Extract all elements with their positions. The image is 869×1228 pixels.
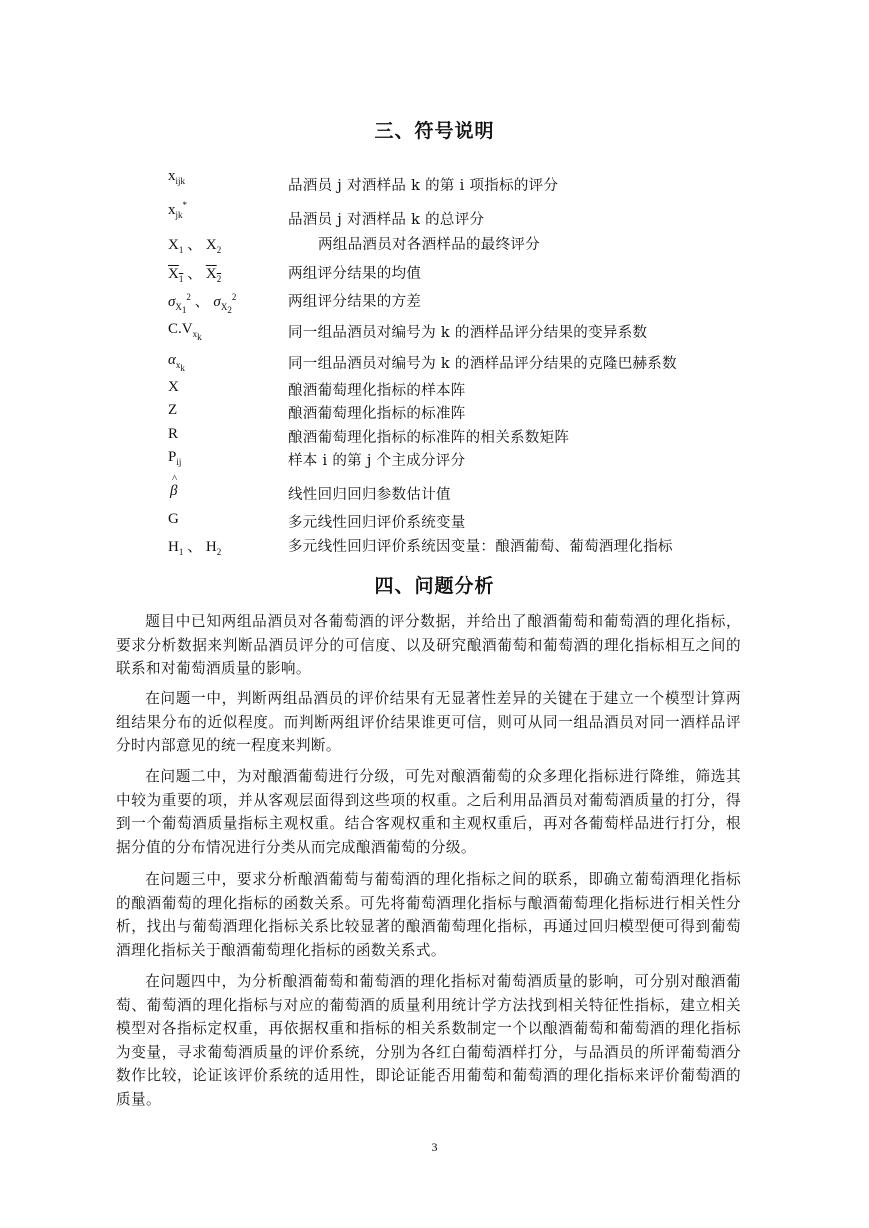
symbol-row xyxy=(0,262,869,286)
paragraph: 在问题二中，为对酿酒葡萄进行分级，可先对酿酒葡萄的众多理化指标进行降维，筛选其中较为重要的项，并从客观层面得到这些项的权重。之后利用品酒员对葡萄酒质量的打分，得到一个葡萄酒质量指标主观权重。结合客观权重和主观权重后，再对各葡萄样品进行打分，根据分值的分布情况进行分类从而完成酿酒葡萄的分级。 xyxy=(116,768,741,856)
symbol-row xyxy=(0,321,869,345)
symbol-row xyxy=(0,535,869,559)
symbol-formula: $X_1$ 、 $X_2$ xyxy=(168,266,222,284)
paragraph: 题目中已知两组品酒员对各葡萄酒的评分数据，并给出了酿酒葡萄和葡萄酒的理化指标，要求分析数据来判断品酒员评分的可信度、以及研究酿酒葡萄和葡萄酒的理化指标相互之间的联系和对葡萄酒质量的影响。 xyxy=(116,613,741,677)
symbol-description: 多元线性回归评价系统因变量：酿酒葡萄、葡萄酒理化指标 xyxy=(288,539,673,555)
symbol-description: 品酒员 j 对酒样品 k 的总评分 xyxy=(288,212,485,228)
symbol-description: 线性回归回归参数估计值 xyxy=(288,487,451,503)
symbol-formula: $P_{ij}$ xyxy=(168,449,182,467)
symbol-description: 同一组品酒员对编号为 k 的酒样品评分结果的克隆巴赫系数 xyxy=(288,356,677,372)
paragraph: 在问题四中，为分析酿酒葡萄和葡萄酒的理化指标对葡萄酒质量的影响，可分别对酿酒葡萄、葡萄酒的理化指标与对应的葡萄酒的质量利用统计学方法找到相关特征性指标，建立相关模型对各指标定权重，再依据权重和指标的相关系数制定一个以酿酒葡萄和葡萄酒的理化指标为变量，寻求葡萄酒质量的评价系统，分别为各红白葡萄酒样打分，与品酒员的所评葡萄酒分数作比较，论证该评价系统的适用性，即论证能否用葡萄和葡萄酒的理化指标来评价葡萄酒的质量。 xyxy=(116,973,741,1108)
symbol-description: 两组评分结果的均值 xyxy=(288,266,422,282)
symbol-formula: $X_1$ 、 $X_2$ xyxy=(168,237,222,255)
symbol-row xyxy=(0,449,869,473)
section-heading-symbols: 三、符号说明 xyxy=(374,120,495,142)
symbol-row xyxy=(0,352,869,376)
symbol-row xyxy=(0,402,869,426)
symbol-row xyxy=(0,379,869,403)
symbol-description: 同一组品酒员对编号为 k 的酒样品评分结果的变异系数 xyxy=(288,325,648,341)
symbol-row xyxy=(0,168,869,192)
symbol-description: 样本 i 的第 j 个主成分评分 xyxy=(288,453,466,469)
symbol-row xyxy=(0,511,869,535)
symbol-formula: Z xyxy=(168,402,178,418)
symbol-formula: $x_{jk}^*$ xyxy=(168,200,188,220)
symbol-formula: ^ β xyxy=(170,473,178,499)
symbol-row xyxy=(0,426,869,450)
symbol-description: 酿酒葡萄理化指标的标准阵 xyxy=(288,406,466,422)
symbol-formula: $H_1$ 、 $H_2$ xyxy=(168,539,222,557)
symbol-row xyxy=(0,473,869,507)
symbol-description: 两组品酒员对各酒样品的最终评分 xyxy=(318,237,540,253)
symbol-row xyxy=(0,290,869,314)
symbol-formula: $x_{ijk}$ xyxy=(168,168,186,186)
section-heading-problem-analysis: 四、问题分析 xyxy=(374,575,495,597)
symbol-formula: $\alpha_{x_k}$ xyxy=(168,352,185,373)
symbol-description: 两组评分结果的方差 xyxy=(288,294,422,310)
symbol-description: 品酒员 j 对酒样品 k 的第 i 项指标的评分 xyxy=(288,178,559,194)
symbol-formula: $\sigma_{X_1}^2$ 、 $\sigma_{X_2}^2$ xyxy=(168,292,237,315)
page-number: 3 xyxy=(431,1140,438,1154)
symbol-description: 酿酒葡萄理化指标的样本阵 xyxy=(288,383,466,399)
symbol-row xyxy=(0,233,869,257)
symbol-row xyxy=(0,200,869,228)
symbol-formula: X xyxy=(168,379,179,395)
symbol-formula: R xyxy=(168,426,179,442)
symbol-description: 多元线性回归评价系统变量 xyxy=(288,515,466,531)
symbol-formula: $C.V_{x_k}$ xyxy=(168,321,202,342)
paragraph: 在问题三中，要求分析酿酒葡萄与葡萄酒的理化指标之间的联系，即确立葡萄酒理化指标的酿酒葡萄的理化指标的函数关系。可先将葡萄酒理化指标与酿酒葡萄理化指标进行相关性分析，找出与葡萄酒理化指标关系比较显著的酿酒葡萄理化指标，再通过回归模型便可得到葡萄酒理化指标关于酿酒葡萄理化指标的函数关系式。 xyxy=(116,871,741,959)
symbol-description: 酿酒葡萄理化指标的标准阵的相关系数矩阵 xyxy=(288,430,570,446)
paragraph: 在问题一中，判断两组品酒员的评价结果有无显著性差异的关键在于建立一个模型计算两组结果分布的近似程度。而判断两组评价结果谁更可信，则可从同一组品酒员对同一酒样品评分时内部意见的统一程度来判断。 xyxy=(116,690,741,754)
symbol-formula: G xyxy=(168,511,179,527)
